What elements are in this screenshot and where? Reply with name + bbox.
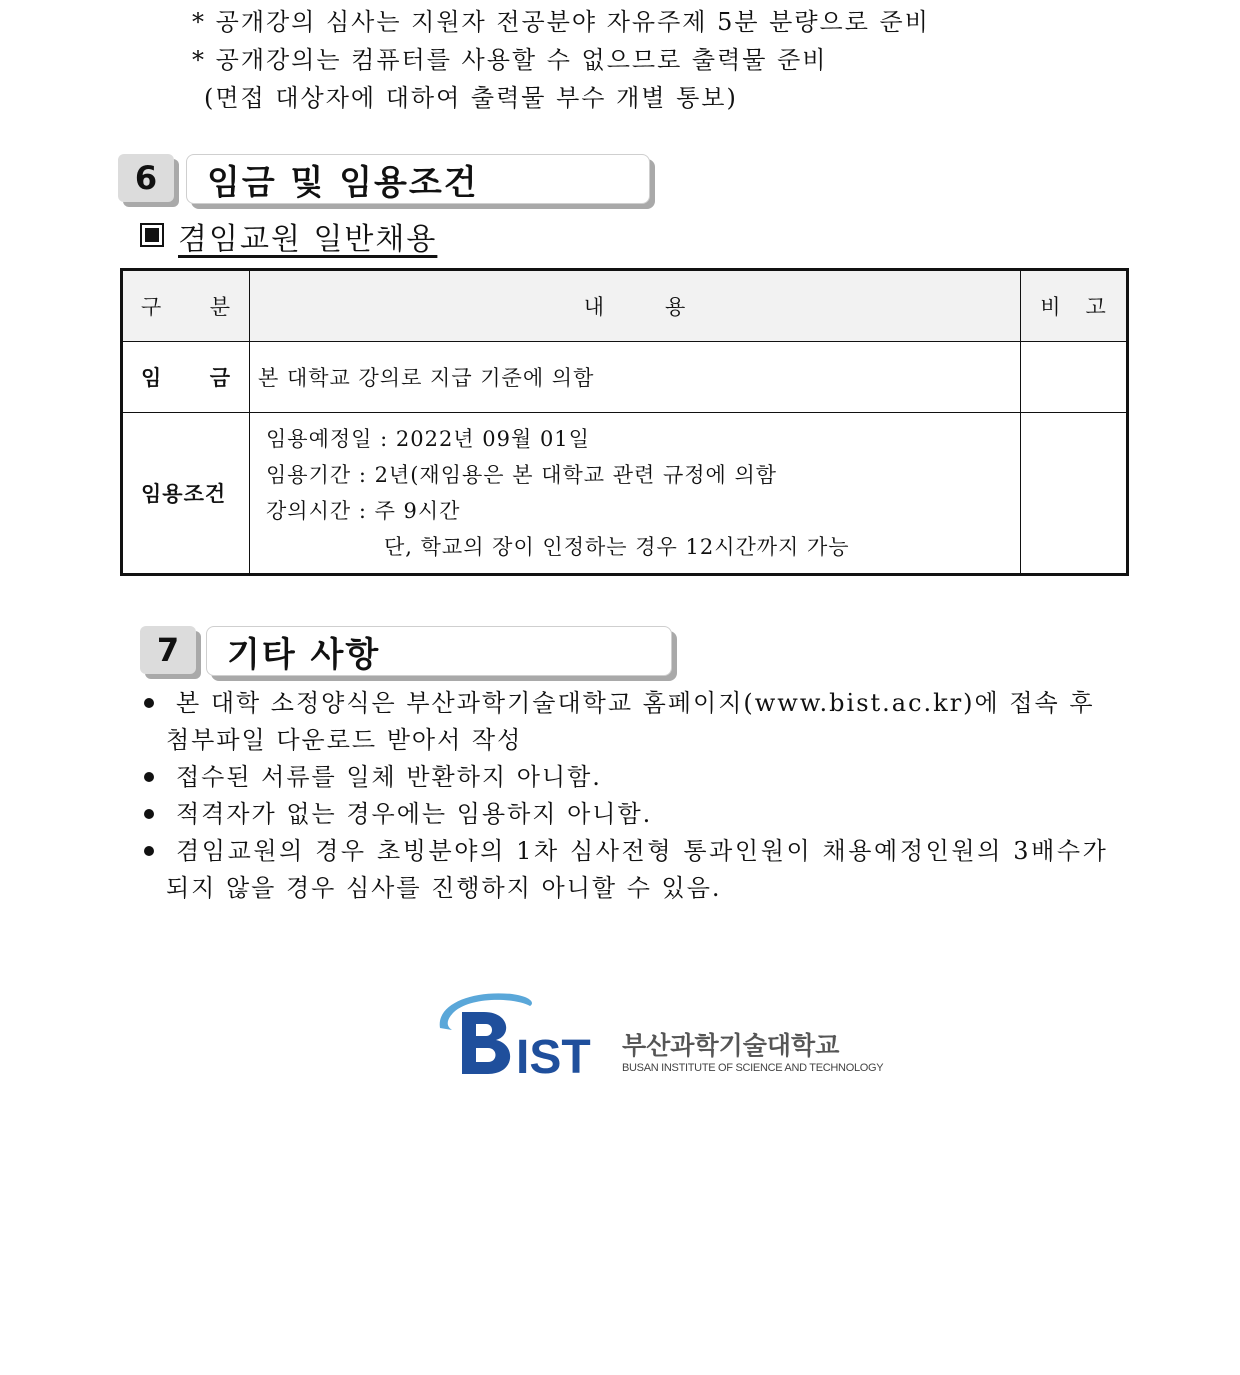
section-title: 기타 사항 <box>206 626 672 676</box>
table-row <box>122 413 1128 575</box>
list-item: 적격자가 없는 경우에는 임용하지 아니함. <box>144 796 1124 833</box>
wage-label: 임 금 <box>122 342 250 413</box>
header-content: 내 용 <box>250 270 1021 342</box>
wage-content: 본 대학교 강의로 지급 기준에 의함 <box>250 342 1021 413</box>
table-header-row <box>122 270 1128 342</box>
conditions-content <box>250 413 1021 575</box>
intro-line-2: * 공개강의는 컴퓨터를 사용할 수 없으므로 출력물 준비 <box>192 46 828 74</box>
header-category: 구 분 <box>122 270 250 342</box>
subheading-text: 겸임교원 일반채용 <box>178 222 438 257</box>
conditions-note <box>1021 413 1128 575</box>
conditions-label: 임용조건 <box>122 413 250 575</box>
logo-korean-name: 부산과학기술대학교 <box>622 1031 840 1060</box>
bullet-icon <box>144 809 154 819</box>
employment-terms-table <box>120 268 1129 576</box>
condition-line: 임용기간 : 2년(재임용은 본 대학교 관련 규정에 의함 <box>266 463 778 487</box>
section-number: 6 <box>118 154 174 202</box>
bullet-icon <box>144 846 154 856</box>
list-item: 접수된 서류를 일체 반환하지 아니함. <box>144 759 1124 796</box>
section-number: 7 <box>140 626 196 674</box>
bist-logo <box>432 990 884 1080</box>
list-item: 겸임교원의 경우 초빙분야의 1차 심사전형 통과인원이 채용예정인원의 3배수가 되지 않을 경우 심사를 진행하지 아니할 수 있음. <box>144 833 1124 907</box>
notes-list <box>144 685 1124 907</box>
section-title: 임금 및 임용조건 <box>186 154 650 204</box>
condition-line: 임용예정일 : 2022년 09월 01일 <box>266 427 590 451</box>
condition-line: 단, 학교의 장이 인정하는 경우 12시간까지 가능 <box>384 535 850 559</box>
svg-text:IST: IST <box>516 1031 591 1080</box>
wage-note <box>1021 342 1128 413</box>
bullet-icon <box>144 772 154 782</box>
subheading <box>140 214 437 258</box>
condition-line: 강의시간 : 주 9시간 <box>266 499 461 523</box>
bullet-icon <box>144 698 154 708</box>
logo-english-name: BUSAN INSTITUTE OF SCIENCE AND TECHNOLOGY <box>622 1062 884 1074</box>
filled-square-icon <box>140 223 164 247</box>
header-note: 비 고 <box>1021 270 1128 342</box>
intro-line-1: * 공개강의 심사는 지원자 전공분야 자유주제 5분 분량으로 준비 <box>192 8 930 36</box>
intro-line-3: (면접 대상자에 대하여 출력물 부수 개별 통보) <box>204 84 738 112</box>
bist-wordmark-icon <box>432 990 612 1080</box>
list-item: 본 대학 소정양식은 부산과학기술대학교 홈페이지(www.bist.ac.kr)에 접속 후 첨부파일 다운로드 받아서 작성 <box>144 685 1124 759</box>
table-row <box>122 342 1128 413</box>
